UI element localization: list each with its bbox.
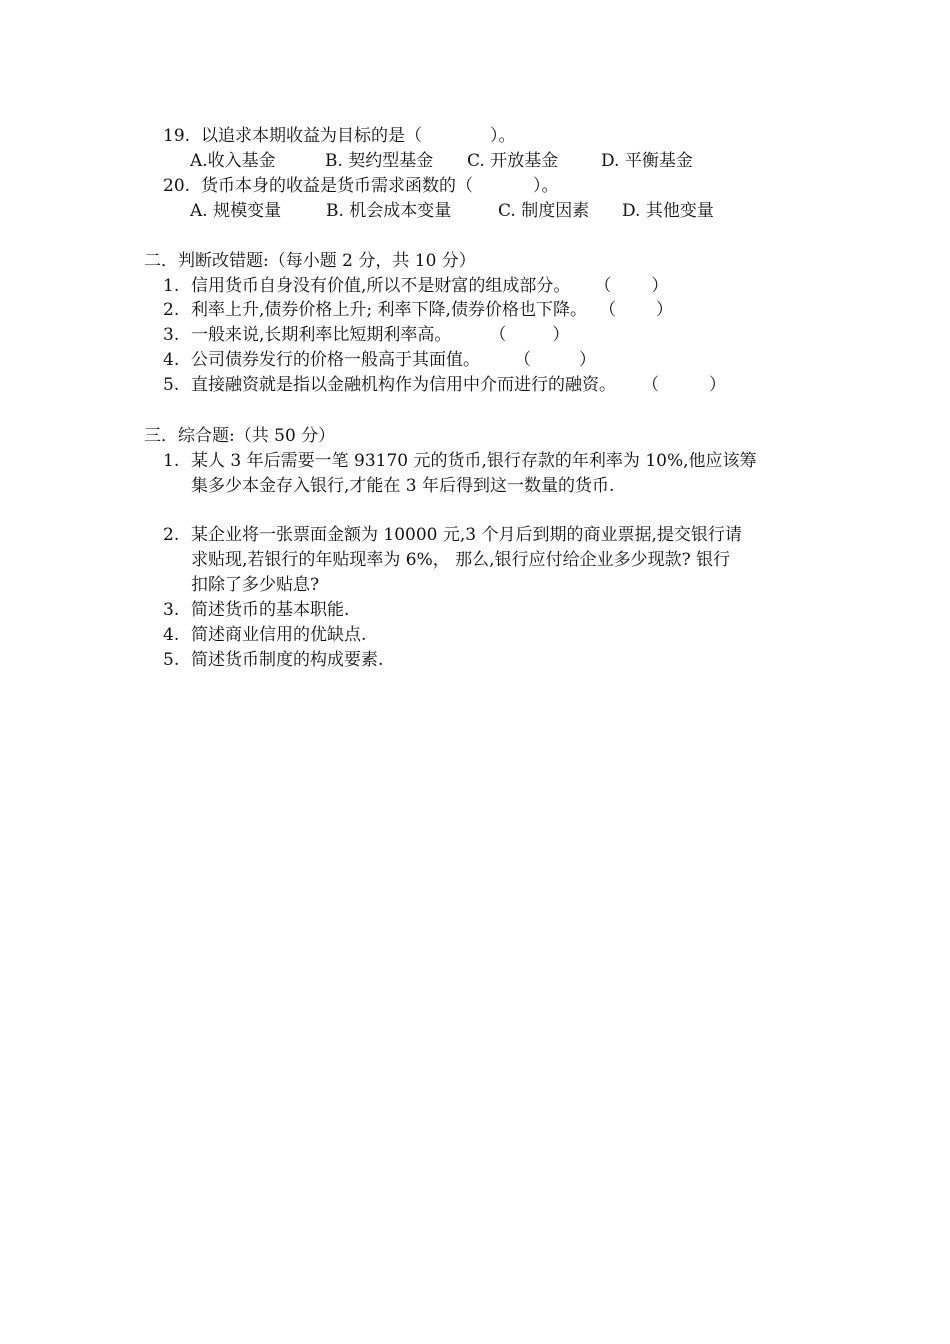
judge-item [163, 373, 726, 397]
item-text: 一般来说,长期利率比短期利率高。 [191, 325, 452, 345]
bracket-close: ） [709, 375, 726, 395]
comprehensive-item-continuation: 扣除了多少贴息? [191, 575, 320, 595]
bracket-open: （ [514, 350, 531, 370]
comprehensive-item [163, 648, 383, 672]
question-19 [163, 124, 516, 148]
question-20 [163, 174, 559, 198]
item-text: 信用货币自身没有价值,所以不是财富的组成部分。 [191, 276, 571, 296]
comprehensive-item [163, 449, 757, 473]
comprehensive-item [163, 623, 366, 647]
option-b: B. 契约型基金 [325, 151, 434, 171]
question-stem: 货币本身的收益是货币需求函数的（ [201, 176, 473, 196]
question-tail: ）。 [533, 176, 559, 196]
item-text: 某人 3 年后需要一笔 93170 元的货币,银行存款的年利率为 10%,他应该筹 [191, 451, 757, 471]
option-d: D. 其他变量 [622, 201, 714, 221]
judge-item [163, 323, 569, 347]
item-text: 简述商业信用的优缺点. [191, 625, 367, 645]
bracket-open: （ [642, 375, 659, 395]
item-text: 直接融资就是指以金融机构作为信用中介而进行的融资。 [191, 375, 616, 395]
item-number: 2. [163, 525, 180, 545]
judge-item [163, 274, 668, 298]
section-heading-comprehensive: 三．综合题:（共 50 分） [144, 426, 336, 446]
option-c: C. 制度因素 [498, 201, 590, 221]
item-number: 2. [163, 300, 180, 320]
item-text: 利率上升,债券价格上升; 利率下降,债券价格也下降。 [191, 300, 587, 320]
question-stem: 以追求本期收益为目标的是（ [201, 126, 422, 146]
bracket-open: （ [489, 325, 507, 345]
section-heading-judge: 二．判断改错题:（每小题 2 分，共 10 分） [144, 251, 476, 271]
bracket-close: ） [651, 276, 669, 296]
item-number: 3. [163, 600, 180, 620]
bracket-open: （ [594, 276, 612, 296]
comprehensive-item-continuation: 集多少本金存入银行,才能在 3 年后得到这一数量的货币. [191, 476, 615, 496]
item-text: 某企业将一张票面金额为 10000 元,3 个月后到期的商业票据,提交银行请 [191, 525, 742, 545]
comprehensive-item [163, 523, 742, 547]
item-number: 4. [163, 625, 180, 645]
option-b: B. 机会成本变量 [326, 201, 452, 221]
item-number: 3. [163, 325, 180, 345]
item-number: 4. [163, 350, 180, 370]
judge-item [163, 298, 673, 322]
question-number: 19. [163, 126, 191, 146]
item-number: 1. [163, 451, 180, 471]
item-number: 5. [163, 375, 180, 395]
option-a: A.收入基金 [190, 151, 276, 171]
item-number: 1. [163, 276, 180, 296]
item-text: 简述货币制度的构成要素. [191, 650, 384, 670]
option-c: C. 开放基金 [467, 151, 559, 171]
item-text: 公司债券发行的价格一般高于其面值。 [191, 350, 480, 370]
comprehensive-item [163, 598, 349, 622]
question-19-options [190, 149, 693, 173]
judge-item [163, 348, 596, 372]
question-tail: ）。 [490, 126, 516, 146]
option-a: A. 规模变量 [190, 201, 282, 221]
bracket-close: ） [579, 350, 596, 370]
item-text: 简述货币的基本职能. [191, 600, 350, 620]
bracket-close: ） [552, 325, 570, 345]
item-number: 5. [163, 650, 180, 670]
comprehensive-item-continuation: 求贴现,若银行的年贴现率为 6%， 那么,银行应付给企业多少现款? 银行 [191, 550, 731, 570]
bracket-open: （ [598, 300, 616, 320]
bracket-close: ） [655, 300, 673, 320]
question-number: 20. [163, 176, 191, 196]
question-20-options [190, 199, 714, 223]
option-d: D. 平衡基金 [601, 151, 693, 171]
